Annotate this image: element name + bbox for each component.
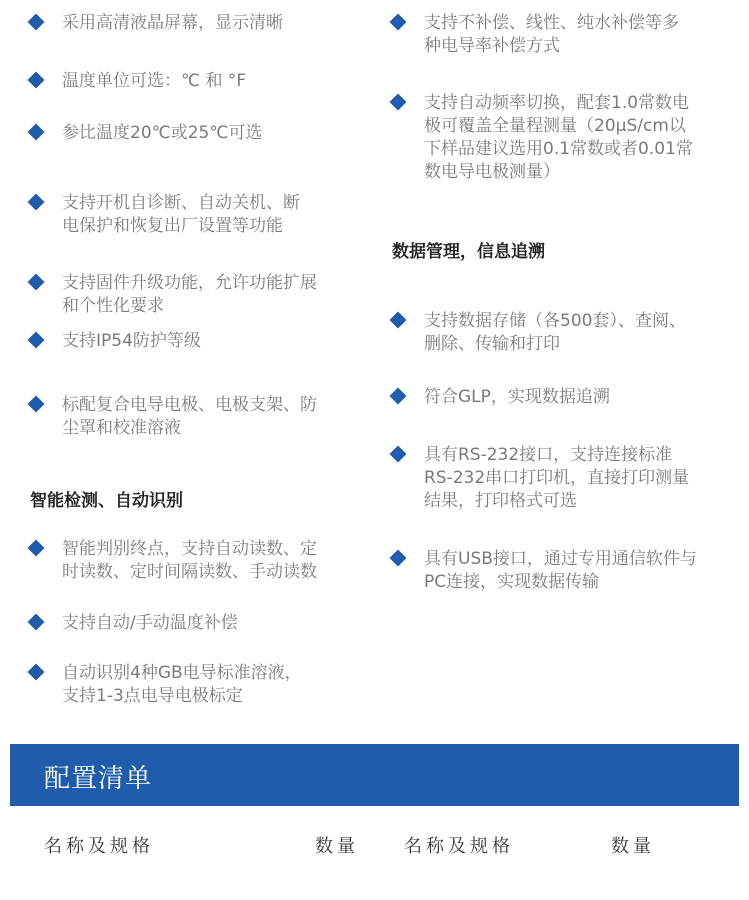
feature-line: 智能判别终点，支持自动读数、定 — [62, 539, 317, 559]
diamond-bullet-icon — [390, 94, 407, 111]
feature-text — [424, 444, 689, 513]
feature-text — [424, 12, 679, 58]
feature-line: 电保护和恢复出厂设置等功能 — [62, 216, 283, 236]
feature-line: 下样品建议选用0.1常数或者0.01常 — [424, 139, 693, 159]
config-title: 配置清单 — [44, 764, 153, 794]
feature-line: 支持自动频率切换，配套1.0常数电 — [424, 93, 690, 113]
diamond-bullet-icon — [28, 194, 45, 211]
diamond-bullet-icon — [28, 14, 45, 31]
feature-text — [62, 612, 238, 635]
feature-text — [424, 548, 697, 594]
section-heading-smart-detection: 智能检测、自动识别 — [30, 491, 183, 511]
col-header-name-2: 名称及规格 — [404, 836, 514, 857]
diamond-bullet-icon — [28, 72, 45, 89]
feature-line: 标配复合电导电极、电极支架、防 — [62, 395, 317, 415]
diamond-bullet-icon — [28, 396, 45, 413]
feature-text — [424, 386, 610, 409]
feature-line: 温度单位可选：℃ 和 °F — [62, 71, 247, 91]
feature-line: 尘罩和校准溶液 — [62, 418, 181, 438]
feature-line: 删除、传输和打印 — [424, 334, 560, 354]
feature-line: 数电导电极测量） — [424, 162, 560, 182]
feature-line: 具有RS-232接口，支持连接标准 — [424, 445, 673, 465]
feature-line: 参比温度20℃或25℃可选 — [62, 123, 263, 143]
feature-text — [62, 122, 262, 145]
feature-line: 极可覆盖全量程测量（20μS/cm以 — [424, 116, 686, 136]
feature-line: 支持IP54防护等级 — [62, 331, 201, 351]
feature-line: 支持固件升级功能，允许功能扩展 — [62, 273, 317, 293]
diamond-bullet-icon — [390, 446, 407, 463]
feature-line: PC连接，实现数据传输 — [424, 572, 600, 592]
col-header-name-1: 名称及规格 — [44, 836, 154, 857]
diamond-bullet-icon — [28, 540, 45, 557]
diamond-bullet-icon — [390, 14, 407, 31]
feature-line: 支持数据存储（各500套）、查阅、 — [424, 311, 686, 331]
feature-line: 支持1-3点电导电极标定 — [62, 686, 243, 706]
feature-text — [62, 394, 317, 440]
feature-line: 具有USB接口，通过专用通信软件与 — [424, 549, 697, 569]
feature-line: 自动识别4种GB电导标准溶液， — [62, 663, 302, 683]
config-banner — [10, 744, 739, 806]
feature-line: 结果，打印格式可选 — [424, 491, 577, 511]
feature-text — [62, 330, 201, 353]
feature-line: 时读数、定时间隔读数、手动读数 — [62, 562, 317, 582]
diamond-bullet-icon — [28, 124, 45, 141]
feature-line: 支持自动/手动温度补偿 — [62, 613, 238, 633]
feature-text — [424, 310, 686, 356]
diamond-bullet-icon — [28, 332, 45, 349]
col-header-qty-2: 数量 — [611, 836, 655, 857]
diamond-bullet-icon — [28, 664, 45, 681]
feature-line: 和个性化要求 — [62, 296, 164, 316]
feature-text — [62, 70, 246, 93]
feature-text — [62, 662, 302, 708]
diamond-bullet-icon — [390, 550, 407, 567]
diamond-bullet-icon — [390, 312, 407, 329]
feature-text — [62, 538, 317, 584]
feature-line: 符合GLP，实现数据追溯 — [424, 387, 610, 407]
feature-text — [424, 92, 693, 184]
diamond-bullet-icon — [390, 388, 407, 405]
feature-text — [62, 272, 317, 318]
feature-line: 种电导率补偿方式 — [424, 36, 560, 56]
feature-line: 支持开机自诊断、自动关机、断 — [62, 193, 300, 213]
feature-text — [62, 12, 283, 35]
feature-line: RS-232串口打印机，直接打印测量 — [424, 468, 690, 488]
col-header-qty-1: 数量 — [315, 836, 359, 857]
feature-text — [62, 192, 300, 238]
section-heading-data-management: 数据管理，信息追溯 — [392, 242, 545, 262]
diamond-bullet-icon — [28, 614, 45, 631]
feature-line: 采用高清液晶屏幕，显示清晰 — [62, 13, 283, 33]
feature-line: 支持不补偿、线性、纯水补偿等多 — [424, 13, 679, 33]
diamond-bullet-icon — [28, 274, 45, 291]
